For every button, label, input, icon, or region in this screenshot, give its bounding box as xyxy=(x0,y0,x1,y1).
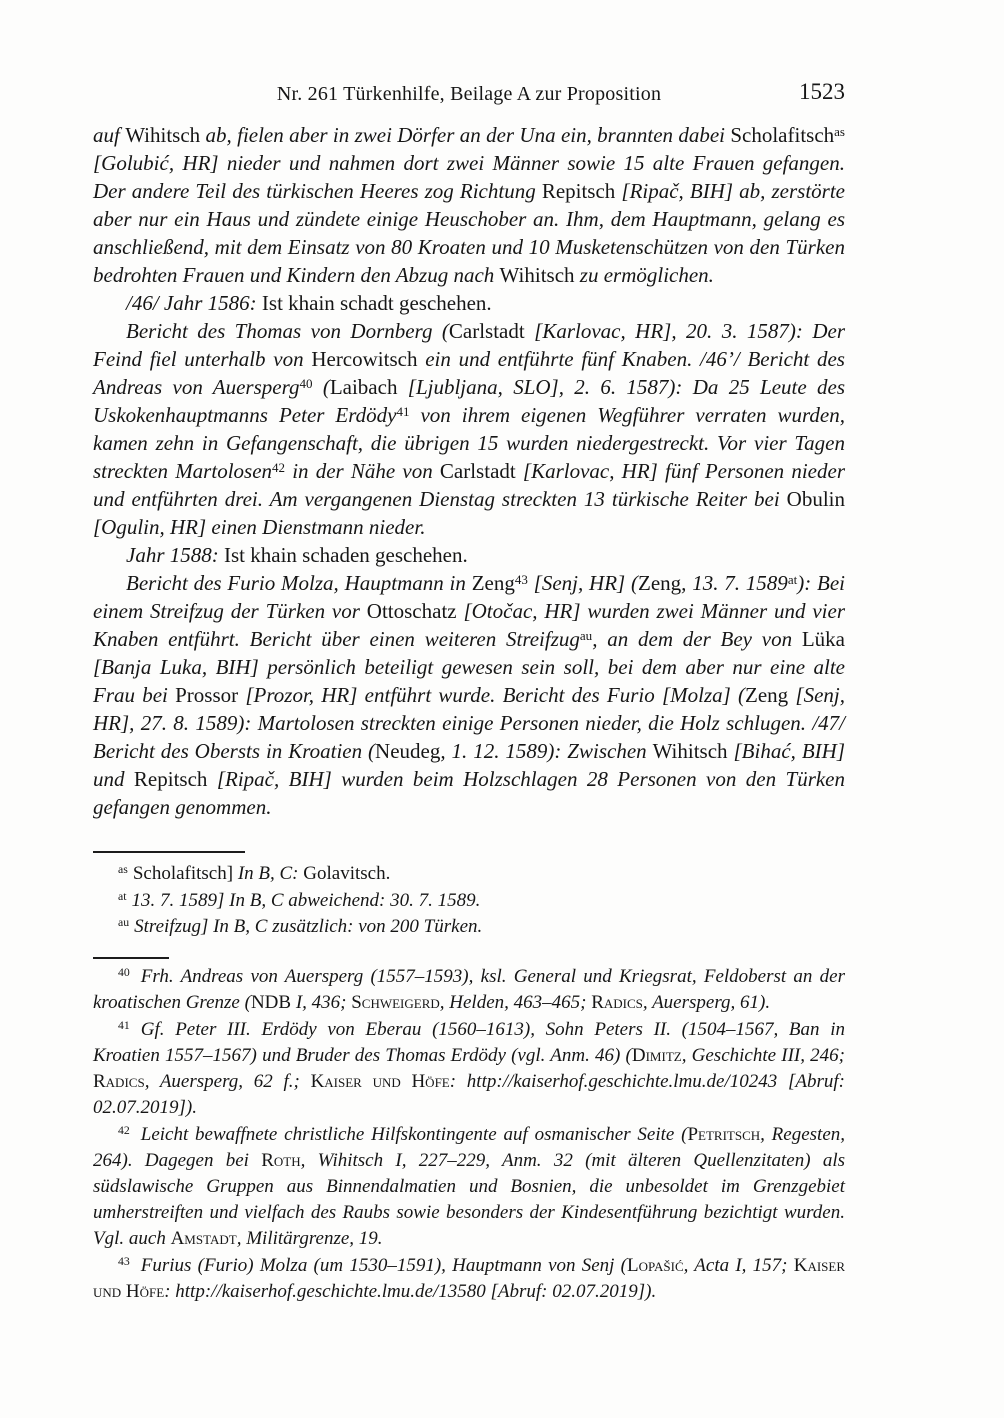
text-run: Amstadt xyxy=(170,1227,237,1249)
text-run: Ist khain schaden geschehen. xyxy=(224,543,468,567)
text-run: Repitsch xyxy=(133,767,217,791)
footnote xyxy=(93,1122,845,1252)
footnotes-section xyxy=(93,964,845,1305)
footnote xyxy=(93,964,845,1016)
page-number: 1523 xyxy=(799,79,845,104)
apparatus-note-label: at xyxy=(118,889,127,903)
body-paragraph xyxy=(93,541,845,569)
text-run: Hercowitsch xyxy=(311,347,426,371)
text-run: , an dem der Bey von xyxy=(592,627,802,651)
text-run: NDB xyxy=(250,991,296,1013)
text-run: [Karlovac, HR] fünf Personen nieder und entführten drei. Am vergangenen Dienstag streckten 13 türkische Reiter bei xyxy=(93,459,845,511)
text-run: : http://kaiserhof.geschichte.lmu.de/13580 [Abruf: 02.07.2019]). xyxy=(164,1280,657,1302)
footnote xyxy=(93,1017,845,1121)
text-run: Golavitsch. xyxy=(303,863,391,884)
text-run: Kaiser und Höfe xyxy=(310,1070,450,1092)
text-run: 13. 7. 1589] In B, C abweichend: 30. 7. 1589. xyxy=(131,889,481,911)
apparatus-divider-rule xyxy=(93,851,245,853)
text-run: Streifzug] In B, C zusätzlich: von 200 Türken. xyxy=(134,916,483,937)
text-run: [Senj, HR], 27. 8. 1589): Martolosen streckten einige Personen nieder, die Holz schlugen. /47/ Bericht des Obersts in Kroatien ( xyxy=(93,683,845,763)
text-run: Lüka xyxy=(801,627,845,651)
apparatus-note-label: as xyxy=(118,863,128,877)
footnote-number: 40 xyxy=(118,965,130,979)
text-run: [Karlovac, HR], 20. 3. 1587): Der Feind fiel unterhalb von xyxy=(93,319,845,371)
footnote-ref: at xyxy=(787,571,798,587)
text-run: Carlstadt xyxy=(439,459,523,483)
text-run: , 1. 12. 1589): Zwischen xyxy=(440,739,653,763)
text-run: Zeng xyxy=(638,571,682,595)
text-run: Bericht des Thomas von Dornberg ( xyxy=(126,319,449,343)
text-run: [Ogulin, HR] einen Dienstmann nieder. xyxy=(93,515,426,539)
text-run: in der Nähe von xyxy=(285,459,440,483)
apparatus-note xyxy=(93,914,845,941)
text-run: Prossor xyxy=(175,683,246,707)
apparatus-note xyxy=(93,888,845,915)
text-run: In B, C: xyxy=(237,863,304,884)
footnote-ref: au xyxy=(579,627,593,643)
apparatus-note-label: au xyxy=(118,916,130,930)
text-run: [Bihać, BIH] und xyxy=(93,739,845,791)
text-run: ein und entführte fünf Knaben. /46’/ Bericht des Andreas von Auersperg xyxy=(93,347,845,399)
text-run: Scholafitsch] xyxy=(132,863,238,884)
text-run: Obulin xyxy=(786,487,845,511)
footnote-number: 42 xyxy=(118,1123,130,1137)
apparatus-notes xyxy=(93,861,845,941)
footnote xyxy=(93,1253,845,1305)
footnote-ref: 43 xyxy=(514,571,528,587)
apparatus-note xyxy=(93,861,845,888)
text-run: , 13. 7. 1589 xyxy=(681,571,788,595)
text-run: ab, fielen aber in zwei Dörfer an der Una ein, brannten dabei xyxy=(205,123,731,147)
text-run: Furius (Furio) Molza (um 1530–1591), Hauptmann von Senj ( xyxy=(140,1254,628,1276)
text-run: Roth xyxy=(261,1149,301,1171)
body-paragraph xyxy=(93,317,845,541)
text-run: , Wihitsch I, 227–229, Anm. 32 (mit älteren Quellenzitaten) als südslawische Gruppen aus Binnendalmatien und Bosnien, die unbesoldet im Grenzgebiet umherstreiften und vielfach des Raubs sowie besonders der Kindesentführung bezichtigt wurden. Vgl. auch xyxy=(93,1149,845,1249)
text-run: Gf. Peter III. Erdödy von Eberau (1560–1613), Sohn Peters II. (1504–1567, Ban in Kroatien 1557–1567) und Bruder des Thomas Erdödy (vgl. Anm. 46) ( xyxy=(93,1018,845,1066)
footnote-number: 41 xyxy=(118,1018,130,1032)
text-run: Zeng xyxy=(745,683,796,707)
body-paragraph xyxy=(93,289,845,317)
text-run: Kaiser und Höfe xyxy=(93,1254,845,1302)
text-run: Frh. Andreas von Auersperg (1557–1593), ksl. General und Kriegsrat, Feldoberst an der kroatischen Grenze ( xyxy=(93,965,845,1013)
text-run: Ottoschatz xyxy=(366,599,464,623)
text-run: , Helden, 463–465; xyxy=(439,991,592,1013)
text-run: Radics xyxy=(93,1070,145,1092)
text-run: , Auersperg, 62 f.; xyxy=(144,1070,311,1092)
text-run: , Acta I, 157; xyxy=(683,1254,794,1276)
body-text xyxy=(93,121,845,821)
footnote-ref: 40 xyxy=(299,375,313,391)
text-run: Ist khain schadt geschehen. xyxy=(261,291,492,315)
text-run: [Ljubljana, SLO], 2. 6. 1587): Da 25 Leute des Uskokenhauptmanns Peter Erdödy xyxy=(93,375,845,427)
text-run: Neudeg xyxy=(375,739,441,763)
text-run: zu ermöglichen. xyxy=(579,263,714,287)
text-run: Dimitz xyxy=(631,1044,682,1066)
text-run: /46/ Jahr 1586: xyxy=(126,291,262,315)
footnote-number: 43 xyxy=(118,1254,130,1268)
text-run: ): Bei einem Streifzug der Türken vor xyxy=(93,571,845,623)
text-run: , Militärgrenze, 19. xyxy=(236,1227,383,1249)
text-run: Zeng xyxy=(471,571,515,595)
text-run: [Ripač, BIH] ab, zerstörte aber nur ein Haus und zündete einige Heuschober an. Ihm, dem Hauptmann, gelang es anschließend, mit dem Einsatz von 80 Kroaten und 10 Musketenschützen von den Türken bedrohten Frauen und Kindern den Abzug nach xyxy=(93,179,845,287)
text-run: ( xyxy=(312,375,330,399)
text-run: , Geschichte III, 246; xyxy=(681,1044,846,1066)
text-run: Carlstadt xyxy=(448,319,535,343)
text-run: Radics xyxy=(591,991,643,1013)
text-run: Scholafitsch xyxy=(730,123,835,147)
footnote-divider-rule xyxy=(93,957,169,959)
text-run: [Senj, HR] ( xyxy=(527,571,638,595)
text-block xyxy=(93,79,846,1306)
text-run: von ihrem eigenen Wegführer verraten wurden, kamen zehn in Gefangenschaft, die übrigen 15 wurden niedergestreckt. Vor vier Tagen streckten Martolosen xyxy=(93,403,845,483)
text-run: Wihitsch xyxy=(652,739,734,763)
text-run: [Ripač, BIH] wurden beim Holzschlagen 28 Personen von den Türken gefangen genommen. xyxy=(93,767,846,819)
text-run: Petritsch xyxy=(687,1123,761,1145)
text-run: Repitsch xyxy=(541,179,622,203)
text-run: I, 436; xyxy=(295,991,352,1013)
text-run: Leicht bewaffnete christliche Hilfskontingente auf osmanischer Seite ( xyxy=(140,1123,688,1145)
text-run: [Banja Luka, BIH] persönlich beteiligt gewesen sein soll, bei dem aber nur eine alte Frau bei xyxy=(93,655,845,707)
text-run: Wihitsch xyxy=(125,123,206,147)
running-header-title: Nr. 261 Türkenhilfe, Beilage A zur Proposition xyxy=(276,83,662,105)
footnote-ref: as xyxy=(834,123,845,139)
text-run: Lopašić xyxy=(627,1254,684,1276)
text-run: Bericht des Furio Molza, Hauptmann in xyxy=(126,571,472,595)
text-run: [Otočac, HR] wurden zwei Männer und vier Knaben entführt. Bericht über einen weiteren Streifzug xyxy=(93,599,846,651)
text-run: auf xyxy=(93,123,126,147)
text-run: , Auersperg, 61). xyxy=(642,991,771,1013)
running-header xyxy=(93,79,845,108)
text-run: Laibach xyxy=(329,375,408,399)
text-run: : http://kaiserhof.geschichte.lmu.de/10243 [Abruf: 02.07.2019]). xyxy=(93,1070,845,1118)
body-paragraph xyxy=(93,121,845,289)
text-run: , Regesten, 264). Dagegen bei xyxy=(93,1123,846,1171)
footnote-ref: 42 xyxy=(272,459,286,475)
text-run: Jahr 1588: xyxy=(126,543,224,567)
footnote-ref: 41 xyxy=(396,403,410,419)
text-run: Schweigerd xyxy=(351,991,440,1013)
body-paragraph xyxy=(93,569,845,821)
text-run: [Prozor, HR] entführt wurde. Bericht des Furio [Molza] ( xyxy=(245,683,746,707)
text-run: [Golubić, HR] nieder und nahmen dort zwei Männer sowie 15 alte Frauen gefangen. Der andere Teil des türkischen Heeres zog Richtung xyxy=(93,151,845,203)
text-run: Wihitsch xyxy=(499,263,580,287)
